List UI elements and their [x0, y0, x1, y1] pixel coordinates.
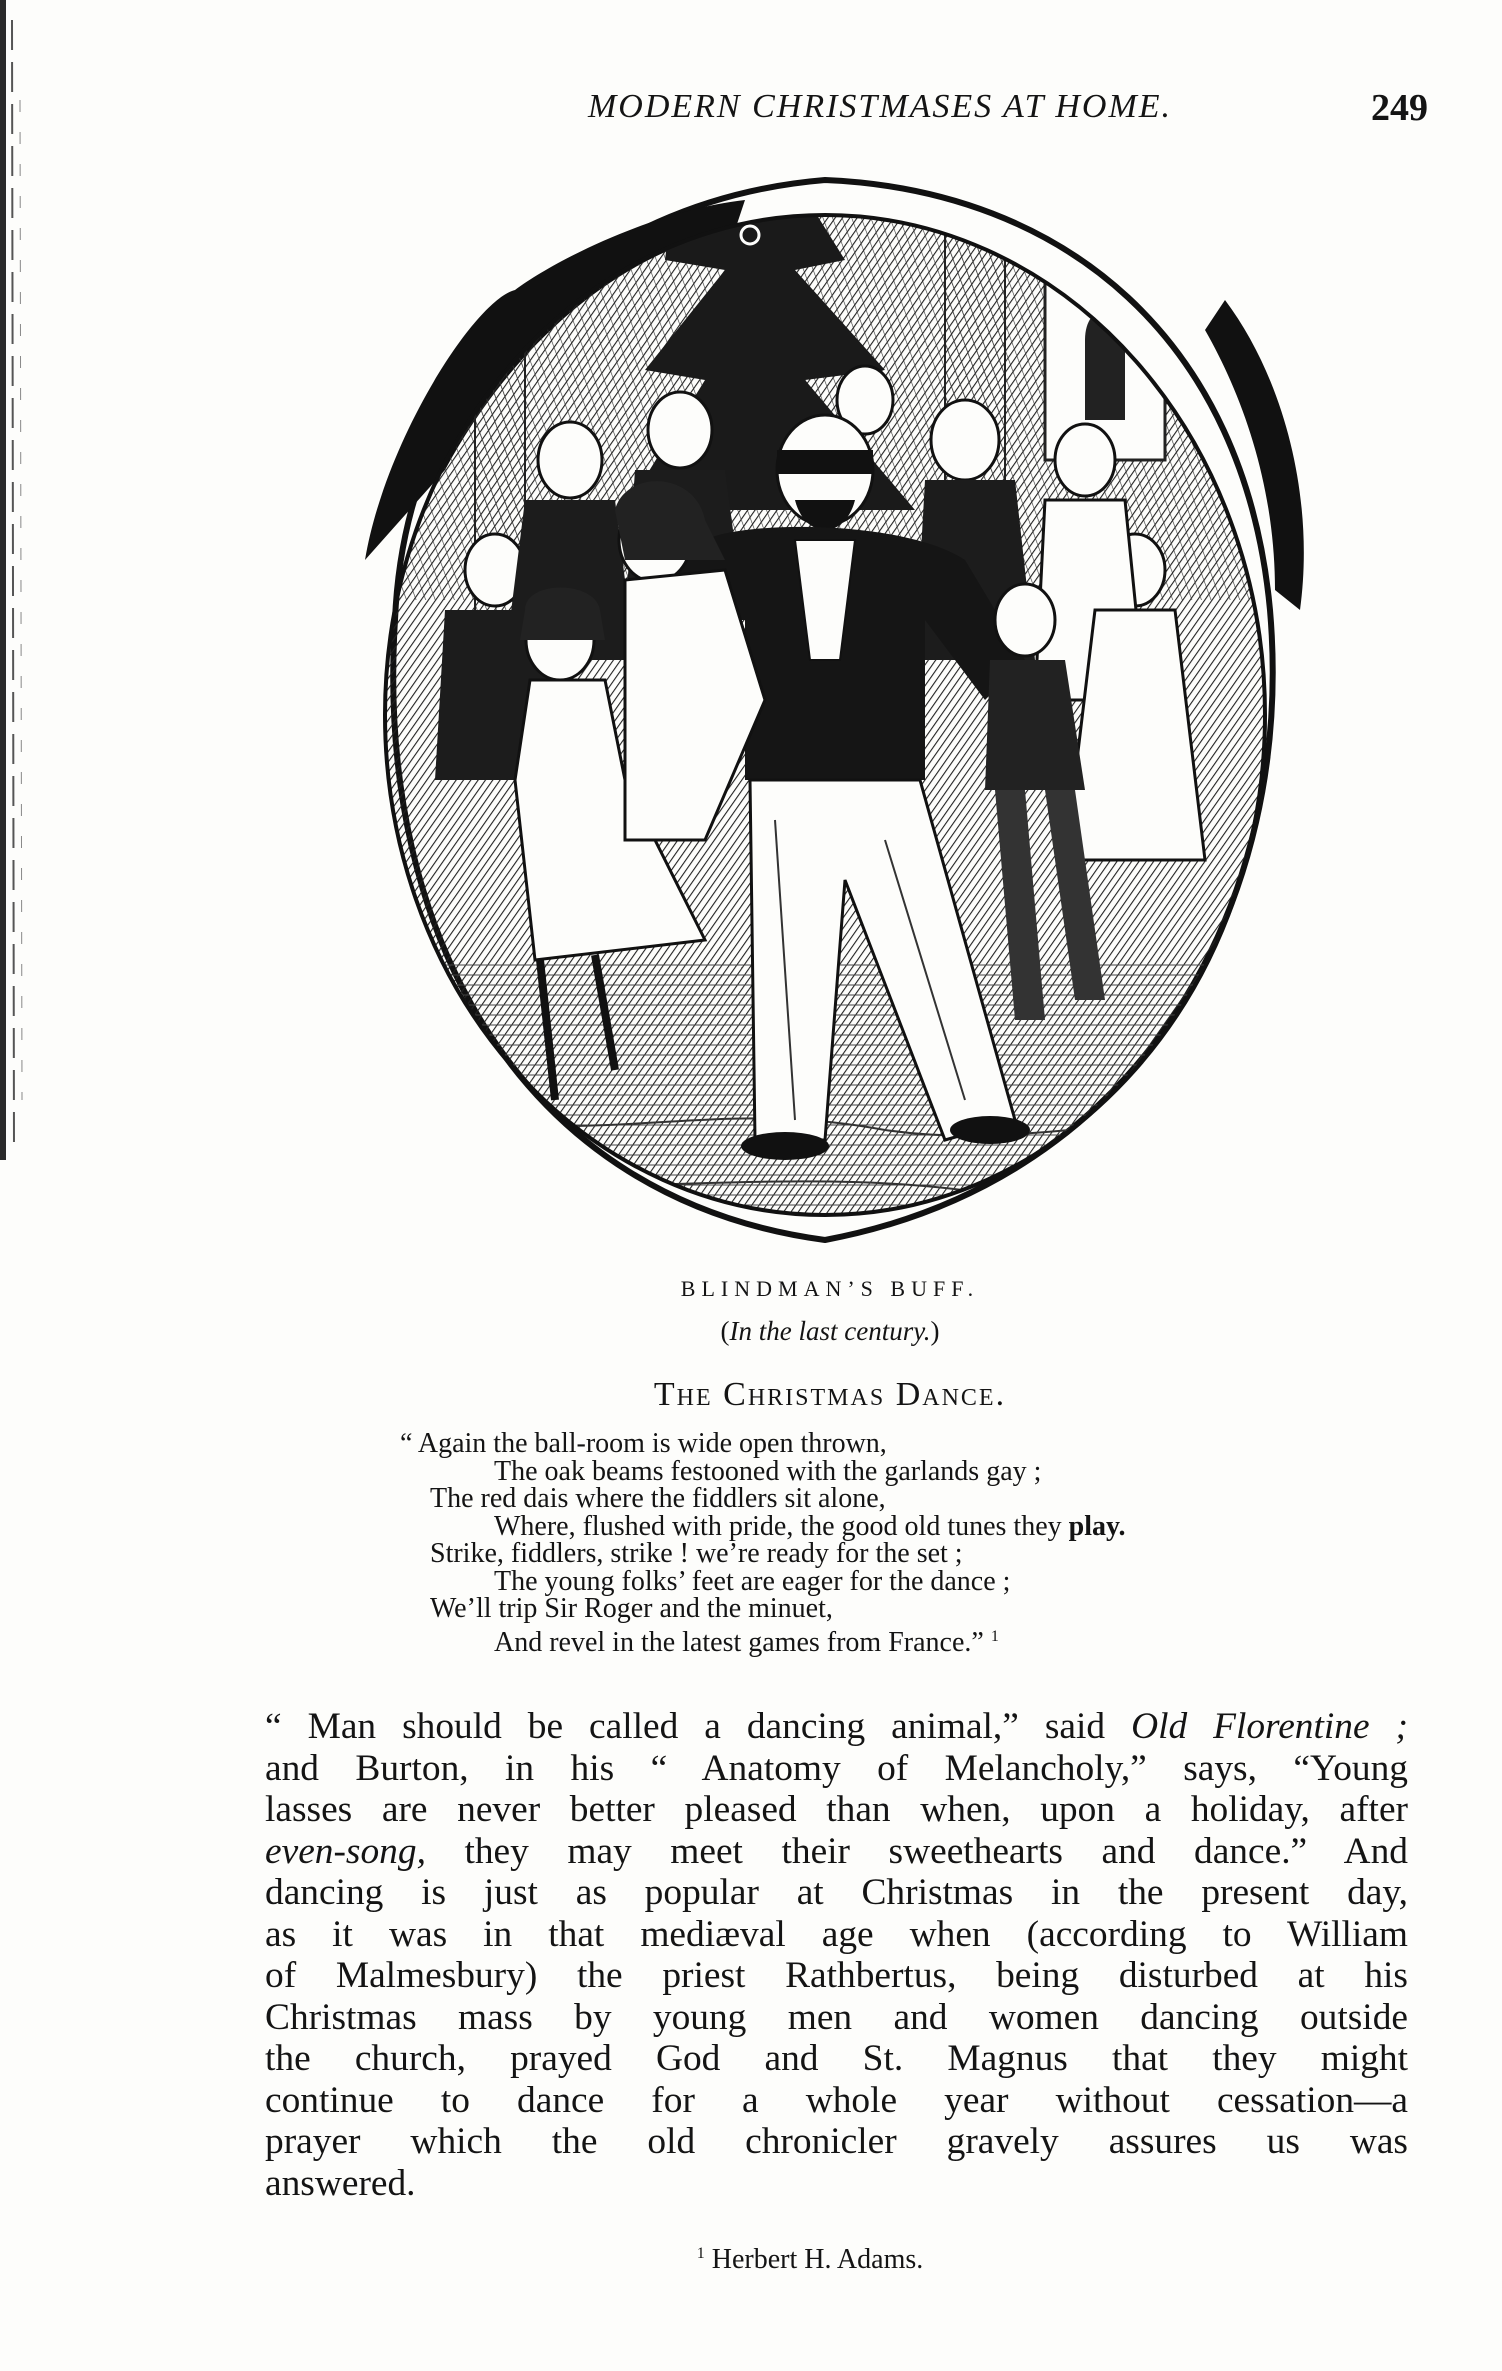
body-line: as it was in that mediæval age when (according to William	[265, 1913, 1408, 1955]
illustration-caption-title: BLINDMAN’S BUFF.	[680, 1276, 980, 1301]
body-text-run: “ Man should be called a dancing animal,” said	[265, 1706, 1132, 1747]
body-line: the church, prayed God and St. Magnus that they might	[265, 2038, 1408, 2079]
poem-line	[430, 1623, 1330, 1657]
poem-line: The red dais where the fiddlers sit alone,	[430, 1483, 886, 1514]
running-head: MODERN CHRISTMASES AT HOME.	[587, 88, 1173, 125]
illustration-caption-subtitle	[440, 1316, 1220, 1347]
footnote	[560, 2244, 1060, 2276]
poem-line-text: And revel in the latest games from France.”	[494, 1626, 984, 1658]
page-number: 249	[1371, 87, 1428, 129]
body-line: lasses are never better pleased than when, upon a holiday, after	[265, 1789, 1408, 1830]
body-line	[265, 1831, 1408, 1873]
section-heading: The Christmas Dance.	[653, 1376, 1007, 1413]
body-line: dancing is just as popular at Christmas in the present day,	[265, 1872, 1408, 1913]
body-line: of Malmesbury) the priest Rathbertus, being disturbed at his	[265, 1955, 1408, 1996]
poem-line-text: Where, flushed with pride, the good old tunes they	[494, 1510, 1069, 1542]
caption-paren-open: (	[720, 1316, 730, 1346]
poem-line: The oak beams festooned with the garlands gay ;	[494, 1455, 1042, 1487]
caption-paren-close: )	[930, 1316, 940, 1346]
poem-footnote-marker: 1	[990, 1627, 999, 1645]
body-line: prayer which the old chronicler gravely assures us was	[265, 2121, 1408, 2162]
poem-line: Strike, fiddlers, strike ! we’re ready for the set ;	[430, 1538, 963, 1569]
body-line: answered.	[265, 2162, 416, 2204]
blindmans-buff-engraving	[325, 140, 1325, 1280]
poem-bold-word: play.	[1068, 1510, 1126, 1542]
body-text-run: they may meet their sweethearts and dance.” And	[425, 1830, 1408, 1872]
poem-line: We’ll trip Sir Roger and the minuet,	[430, 1593, 833, 1624]
body-line: Christmas mass by young men and women dancing outside	[265, 1996, 1408, 2038]
body-line	[265, 1706, 1408, 1748]
caption-italic-text: In the last century.	[729, 1316, 931, 1346]
poem-line: “ Again the ball-room is wide open thrown,	[400, 1428, 887, 1459]
body-italic-run: Old Florentine ;	[1131, 1706, 1408, 1747]
body-line: continue to dance for a whole year without cessation—a	[265, 2079, 1408, 2121]
poem-line: The young folks’ feet are eager for the dance ;	[494, 1565, 1011, 1597]
body-paragraph	[265, 1706, 1408, 2204]
body-line: and Burton, in his “ Anatomy of Melancholy,” says, “Young	[265, 1747, 1408, 1789]
poem-block	[400, 1428, 1330, 1658]
poem-line	[430, 1510, 1330, 1542]
body-italic-run: even-song,	[265, 1830, 426, 1872]
footnote-text: Herbert H. Adams.	[704, 2244, 924, 2275]
binding-edge-shadow	[0, 0, 26, 1160]
footnote-marker: 1	[696, 2245, 705, 2262]
